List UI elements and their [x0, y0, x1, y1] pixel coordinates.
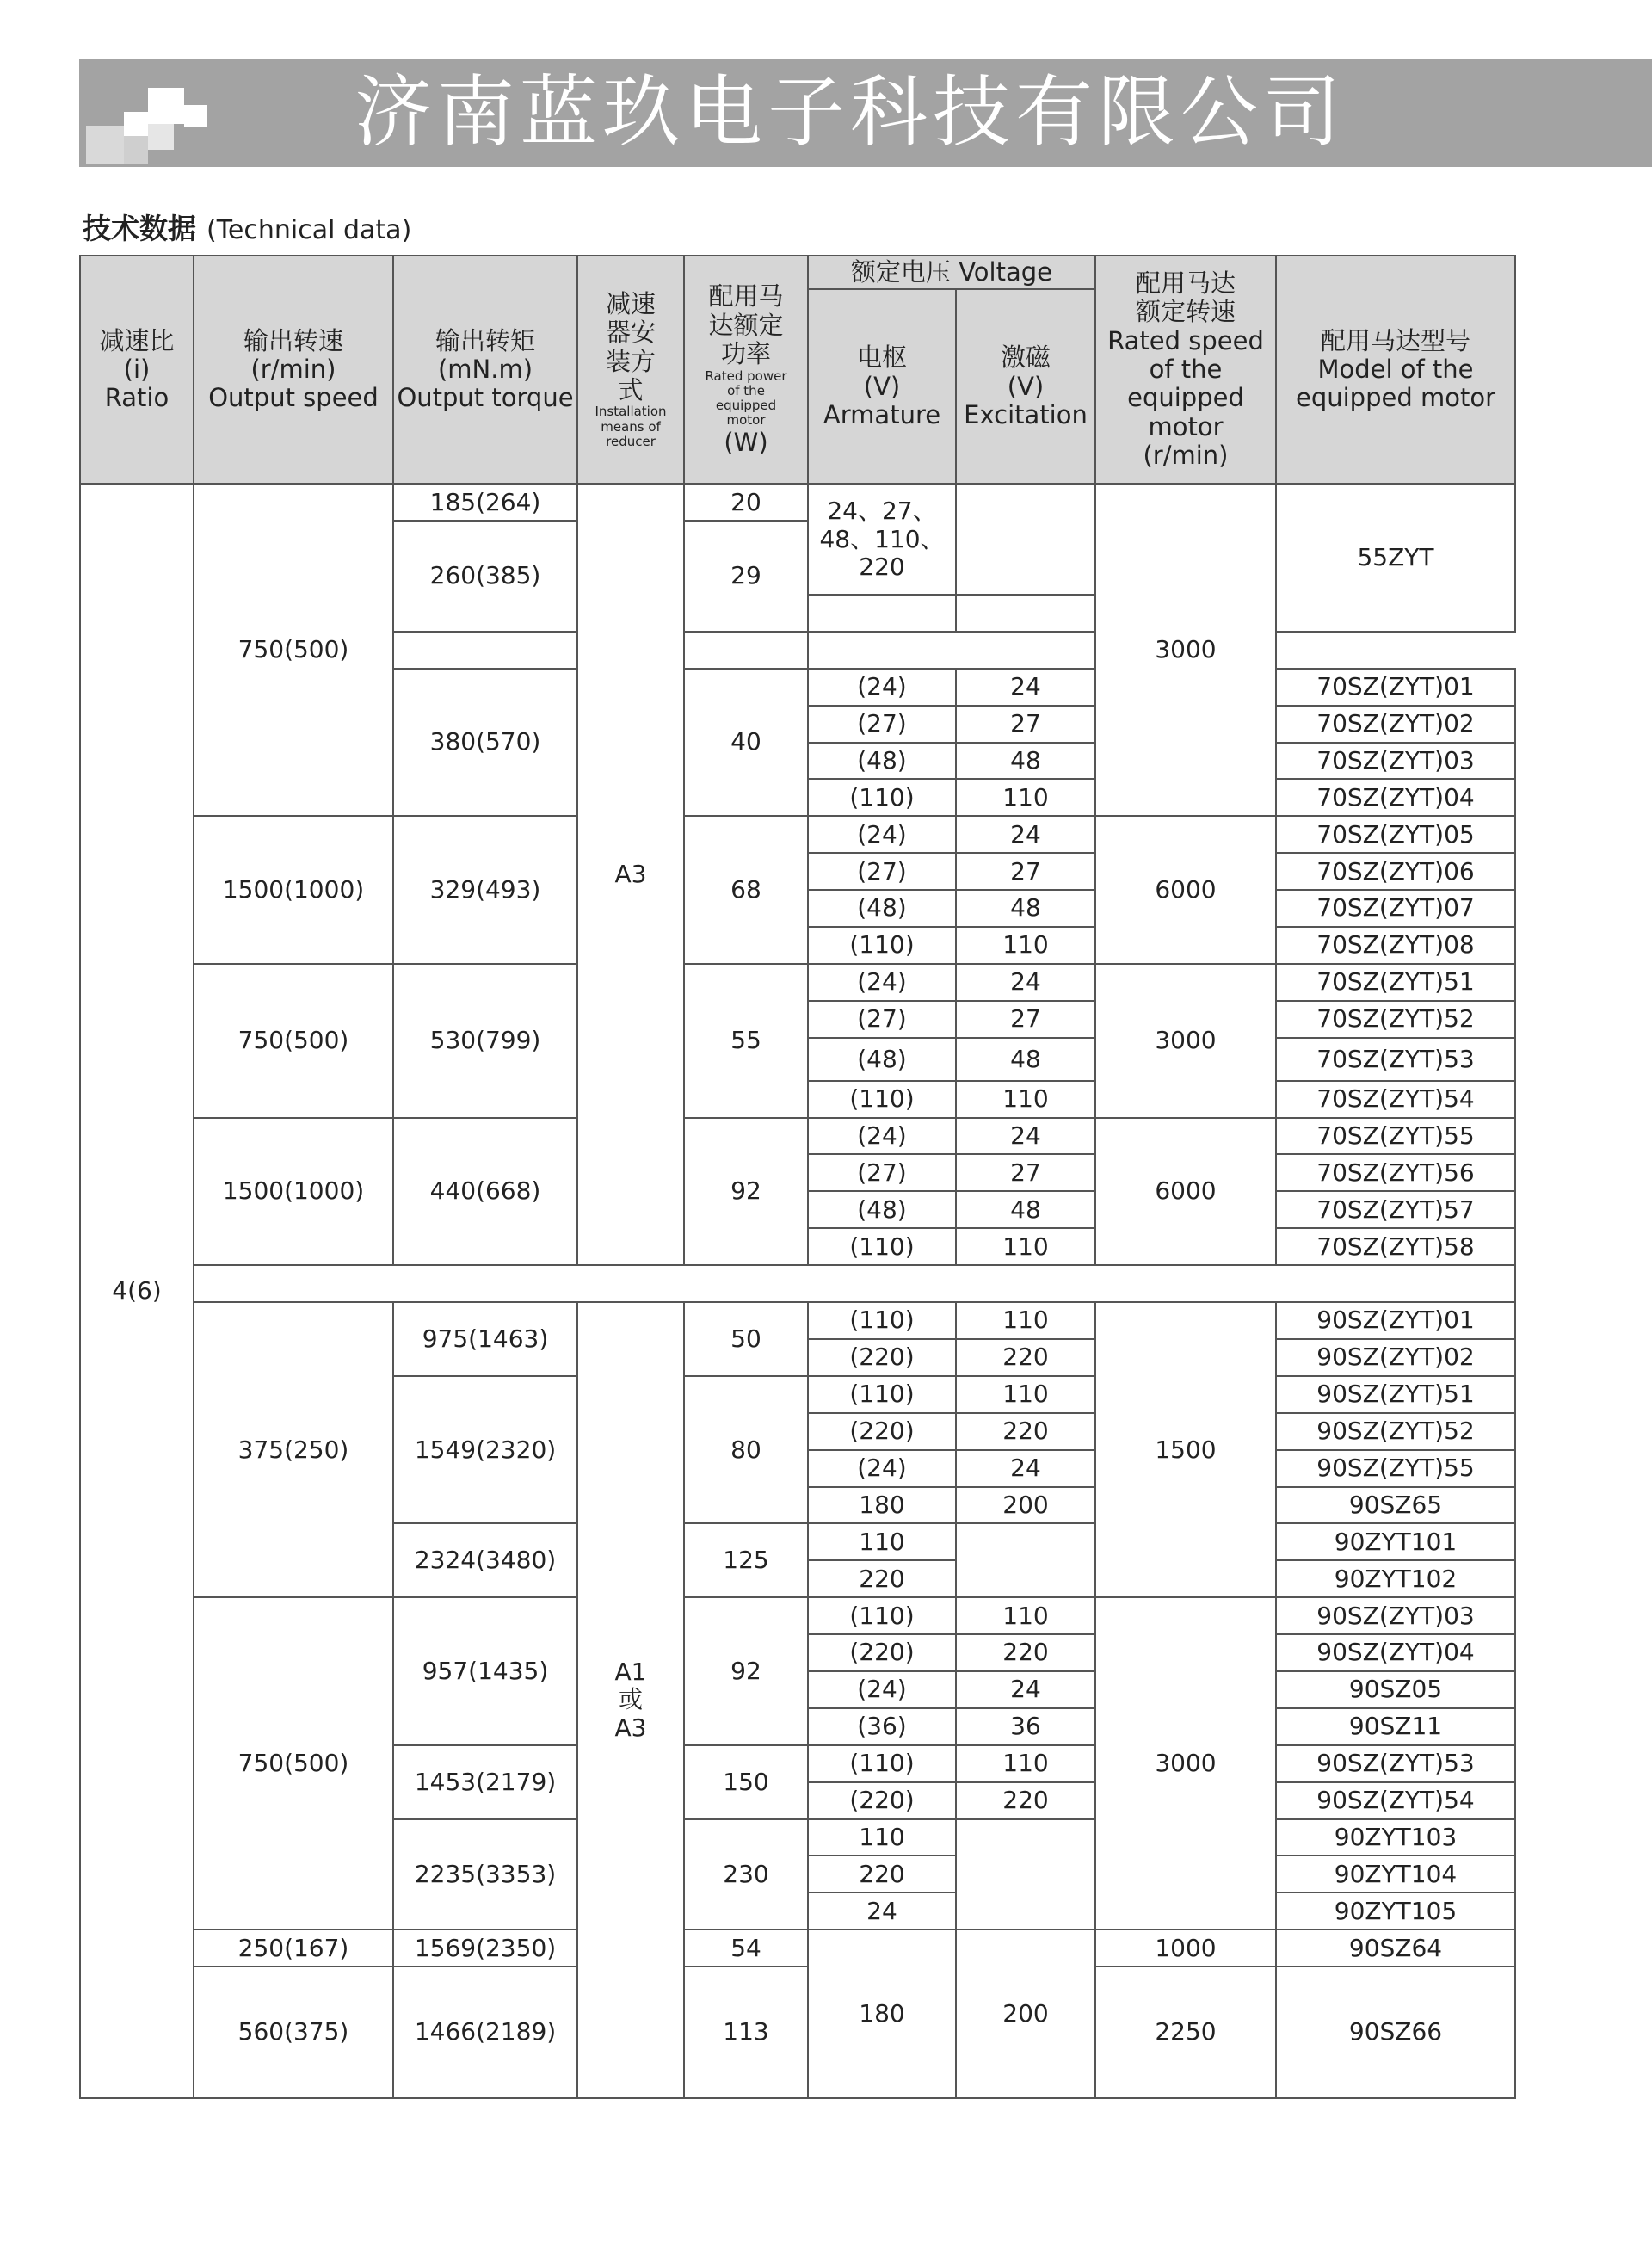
torque-cell: 1549(2320): [393, 1376, 577, 1524]
armature-cell: (24): [808, 964, 956, 1001]
model-cell: 70SZ(ZYT)57: [1276, 1191, 1515, 1228]
excitation-cell: [956, 1523, 1095, 1597]
torque-cell: 329(493): [393, 816, 577, 964]
armature-cell: (24): [808, 669, 956, 706]
excitation-cell: 24: [956, 964, 1095, 1001]
excitation-cell: 27: [956, 1154, 1095, 1191]
installation-cell: A3: [577, 484, 684, 1265]
section-title-en: (Technical data): [206, 215, 412, 245]
model-cell: 70SZ(ZYT)02: [1276, 706, 1515, 743]
armature-cell: (24): [808, 816, 956, 853]
header-voltage: 额定电压 Voltage: [808, 256, 1095, 289]
header-banner: [79, 59, 1652, 167]
excitation-cell: 110: [956, 1597, 1095, 1634]
model-cell: 70SZ(ZYT)03: [1276, 743, 1515, 780]
excitation-cell: 48: [956, 743, 1095, 780]
model-cell: 70SZ(ZYT)05: [1276, 816, 1515, 853]
power-cell: 40: [684, 669, 808, 817]
torque-cell: 380(570): [393, 669, 577, 817]
torque-cell: 2235(3353): [393, 1819, 577, 1930]
armature-cell: (110): [808, 1302, 956, 1339]
model-cell: 90SZ66: [1276, 1966, 1515, 2098]
power-cell: 55: [684, 964, 808, 1118]
torque-cell: 440(668): [393, 1118, 577, 1266]
torque-cell: 957(1435): [393, 1597, 577, 1745]
power-cell: 50: [684, 1302, 808, 1376]
excitation-cell: [956, 1819, 1095, 1930]
model-cell: 90ZYT103: [1276, 1819, 1515, 1856]
torque-cell: 185(264): [393, 484, 577, 521]
armature-cell: (110): [808, 1228, 956, 1265]
model-cell: 90SZ(ZYT)53: [1276, 1745, 1515, 1782]
rated-speed-cell: 3000: [1095, 484, 1276, 816]
excitation-cell: 110: [956, 1376, 1095, 1413]
armature-cell: (110): [808, 779, 956, 816]
ratio-cell: 4(6): [80, 484, 194, 2098]
model-cell: 70SZ(ZYT)51: [1276, 964, 1515, 1001]
armature-cell: (27): [808, 1154, 956, 1191]
torque-cell: 530(799): [393, 964, 577, 1118]
armature-cell: 24、27、48、110、220: [808, 484, 956, 595]
section-title-cn: 技术数据: [83, 212, 196, 245]
model-cell: 90SZ(ZYT)55: [1276, 1450, 1515, 1487]
excitation-cell: 110: [956, 1745, 1095, 1782]
armature-cell: (220): [808, 1634, 956, 1671]
model-cell: 90ZYT102: [1276, 1560, 1515, 1597]
header-output-torque: 输出转矩 (mN.m) Output torque: [393, 256, 577, 484]
torque-cell: 260(385): [393, 521, 577, 632]
armature-cell: (220): [808, 1413, 956, 1450]
speed-cell: 750(500): [194, 964, 393, 1118]
company-name: 济南蓝玖电子科技有限公司: [354, 67, 1346, 157]
model-cell: 90ZYT105: [1276, 1892, 1515, 1929]
model-cell: 70SZ(ZYT)53: [1276, 1038, 1515, 1081]
model-cell: 90SZ(ZYT)02: [1276, 1339, 1515, 1376]
rated-speed-cell: 3000: [1095, 964, 1276, 1118]
excitation-cell: 220: [956, 1413, 1095, 1450]
excitation-cell: 48: [956, 890, 1095, 927]
excitation-cell: 220: [956, 1782, 1095, 1819]
torque-cell: 975(1463): [393, 1302, 577, 1376]
power-cell: 92: [684, 1118, 808, 1266]
header-motor-model: 配用马达型号 Model of the equipped motor: [1276, 256, 1515, 484]
armature-cell: 220: [808, 1855, 956, 1892]
excitation-cell: 110: [956, 1081, 1095, 1118]
empty-cell: [684, 632, 808, 669]
separator-row: [194, 1265, 1515, 1302]
rated-speed-cell: 3000: [1095, 1597, 1276, 1929]
power-cell: 92: [684, 1597, 808, 1745]
excitation-cell: 24: [956, 816, 1095, 853]
armature-cell: (36): [808, 1708, 956, 1745]
excitation-cell: 24: [956, 669, 1095, 706]
armature-cell: (48): [808, 743, 956, 780]
header-output-speed: 输出转速 (r/min) Output speed: [194, 256, 393, 484]
armature-cell: 110: [808, 1819, 956, 1856]
rated-speed-cell: 2250: [1095, 1966, 1276, 2098]
model-cell: 70SZ(ZYT)04: [1276, 779, 1515, 816]
model-cell: 90SZ(ZYT)51: [1276, 1376, 1515, 1413]
rated-speed-cell: 6000: [1095, 1118, 1276, 1266]
torque-cell: 2324(3480): [393, 1523, 577, 1597]
excitation-cell: 24: [956, 1450, 1095, 1487]
armature-cell: 110: [808, 1523, 956, 1560]
model-cell: 70SZ(ZYT)01: [1276, 669, 1515, 706]
power-cell: 150: [684, 1745, 808, 1819]
excitation-cell: [956, 484, 1095, 595]
header-rated-speed: 配用马达 额定转速 Rated speed of the equipped motor (r/min): [1095, 256, 1276, 484]
torque-cell: 1466(2189): [393, 1966, 577, 2098]
section-title: [83, 207, 411, 247]
excitation-cell: 110: [956, 927, 1095, 964]
model-cell: 90SZ(ZYT)52: [1276, 1413, 1515, 1450]
armature-cell: (110): [808, 927, 956, 964]
model-cell: 70SZ(ZYT)54: [1276, 1081, 1515, 1118]
excitation-cell: 48: [956, 1038, 1095, 1081]
model-cell: 90SZ64: [1276, 1929, 1515, 1966]
speed-cell: 250(167): [194, 1929, 393, 1966]
armature-cell: (110): [808, 1597, 956, 1634]
model-cell: 90SZ(ZYT)01: [1276, 1302, 1515, 1339]
header-installation: 减速 器安 装方 式 Installation means of reducer: [577, 256, 684, 484]
armature-cell: 180: [808, 1929, 956, 2098]
excitation-cell: 220: [956, 1634, 1095, 1671]
model-cell: 90ZYT104: [1276, 1855, 1515, 1892]
armature-cell: (48): [808, 1191, 956, 1228]
excitation-cell: 48: [956, 1191, 1095, 1228]
excitation-cell: 36: [956, 1708, 1095, 1745]
speed-cell: 375(250): [194, 1302, 393, 1597]
model-cell: 70SZ(ZYT)58: [1276, 1228, 1515, 1265]
rated-speed-cell: 1500: [1095, 1302, 1276, 1597]
model-cell: 70SZ(ZYT)08: [1276, 927, 1515, 964]
header-ratio: 减速比 (i) Ratio: [80, 256, 194, 484]
power-cell: 125: [684, 1523, 808, 1597]
armature-cell: (24): [808, 1450, 956, 1487]
excitation-cell: 24: [956, 1671, 1095, 1708]
technical-data-table: [79, 255, 1516, 2099]
power-cell: 29: [684, 521, 808, 632]
excitation-cell: 200: [956, 1929, 1095, 2098]
armature-cell: (24): [808, 1671, 956, 1708]
power-cell: 54: [684, 1929, 808, 1966]
power-cell: 68: [684, 816, 808, 964]
power-cell: 230: [684, 1819, 808, 1930]
model-cell: 55ZYT: [1276, 484, 1515, 632]
model-cell: 70SZ(ZYT)56: [1276, 1154, 1515, 1191]
model-cell: 90SZ65: [1276, 1487, 1515, 1524]
speed-cell: 750(500): [194, 1597, 393, 1929]
installation-cell: A1 或 A3: [577, 1302, 684, 2098]
excitation-cell: 110: [956, 1228, 1095, 1265]
model-cell: 90SZ11: [1276, 1708, 1515, 1745]
excitation-cell: 27: [956, 853, 1095, 890]
speed-cell: 750(500): [194, 484, 393, 816]
excitation-cell: 24: [956, 1118, 1095, 1155]
armature-cell: (48): [808, 1038, 956, 1081]
armature-cell: (24): [808, 1118, 956, 1155]
armature-cell: (110): [808, 1745, 956, 1782]
armature-cell: (27): [808, 706, 956, 743]
armature-cell: (220): [808, 1339, 956, 1376]
armature-cell: 24: [808, 1892, 956, 1929]
excitation-cell: 110: [956, 1302, 1095, 1339]
empty-cell: [956, 595, 1515, 632]
model-cell: 70SZ(ZYT)07: [1276, 890, 1515, 927]
header-armature: 电枢 (V) Armature: [808, 289, 956, 484]
model-cell: 90SZ05: [1276, 1671, 1515, 1708]
power-cell: 113: [684, 1966, 808, 2098]
armature-cell: (220): [808, 1782, 956, 1819]
model-cell: 90SZ(ZYT)04: [1276, 1634, 1515, 1671]
model-cell: 70SZ(ZYT)52: [1276, 1001, 1515, 1038]
speed-cell: 560(375): [194, 1966, 393, 2098]
logo-squares-icon: [79, 59, 217, 167]
rated-speed-cell: 1000: [1095, 1929, 1276, 1966]
model-cell: 90SZ(ZYT)54: [1276, 1782, 1515, 1819]
power-cell: 80: [684, 1376, 808, 1524]
armature-cell: 220: [808, 1560, 956, 1597]
armature-cell: (110): [808, 1081, 956, 1118]
speed-cell: 1500(1000): [194, 816, 393, 964]
armature-cell: (110): [808, 1376, 956, 1413]
power-cell: 20: [684, 484, 808, 521]
armature-cell: 180: [808, 1487, 956, 1524]
model-cell: 70SZ(ZYT)55: [1276, 1118, 1515, 1155]
excitation-cell: 220: [956, 1339, 1095, 1376]
empty-cell: [393, 632, 577, 669]
armature-cell: (27): [808, 853, 956, 890]
torque-cell: 1569(2350): [393, 1929, 577, 1966]
excitation-cell: 27: [956, 706, 1095, 743]
excitation-cell: 27: [956, 1001, 1095, 1038]
torque-cell: 1453(2179): [393, 1745, 577, 1819]
excitation-cell: 200: [956, 1487, 1095, 1524]
header-rated-power: 配用马 达额定 功率 Rated power of the equipped motor (W): [684, 256, 808, 484]
header-excitation: 激磁 (V) Excitation: [956, 289, 1095, 484]
armature-cell: (48): [808, 890, 956, 927]
excitation-cell: 110: [956, 779, 1095, 816]
model-cell: 70SZ(ZYT)06: [1276, 853, 1515, 890]
armature-cell: (27): [808, 1001, 956, 1038]
empty-cell: [808, 595, 956, 632]
speed-cell: 1500(1000): [194, 1118, 393, 1266]
model-cell: 90SZ(ZYT)03: [1276, 1597, 1515, 1634]
model-cell: 90ZYT101: [1276, 1523, 1515, 1560]
rated-speed-cell: 6000: [1095, 816, 1276, 964]
